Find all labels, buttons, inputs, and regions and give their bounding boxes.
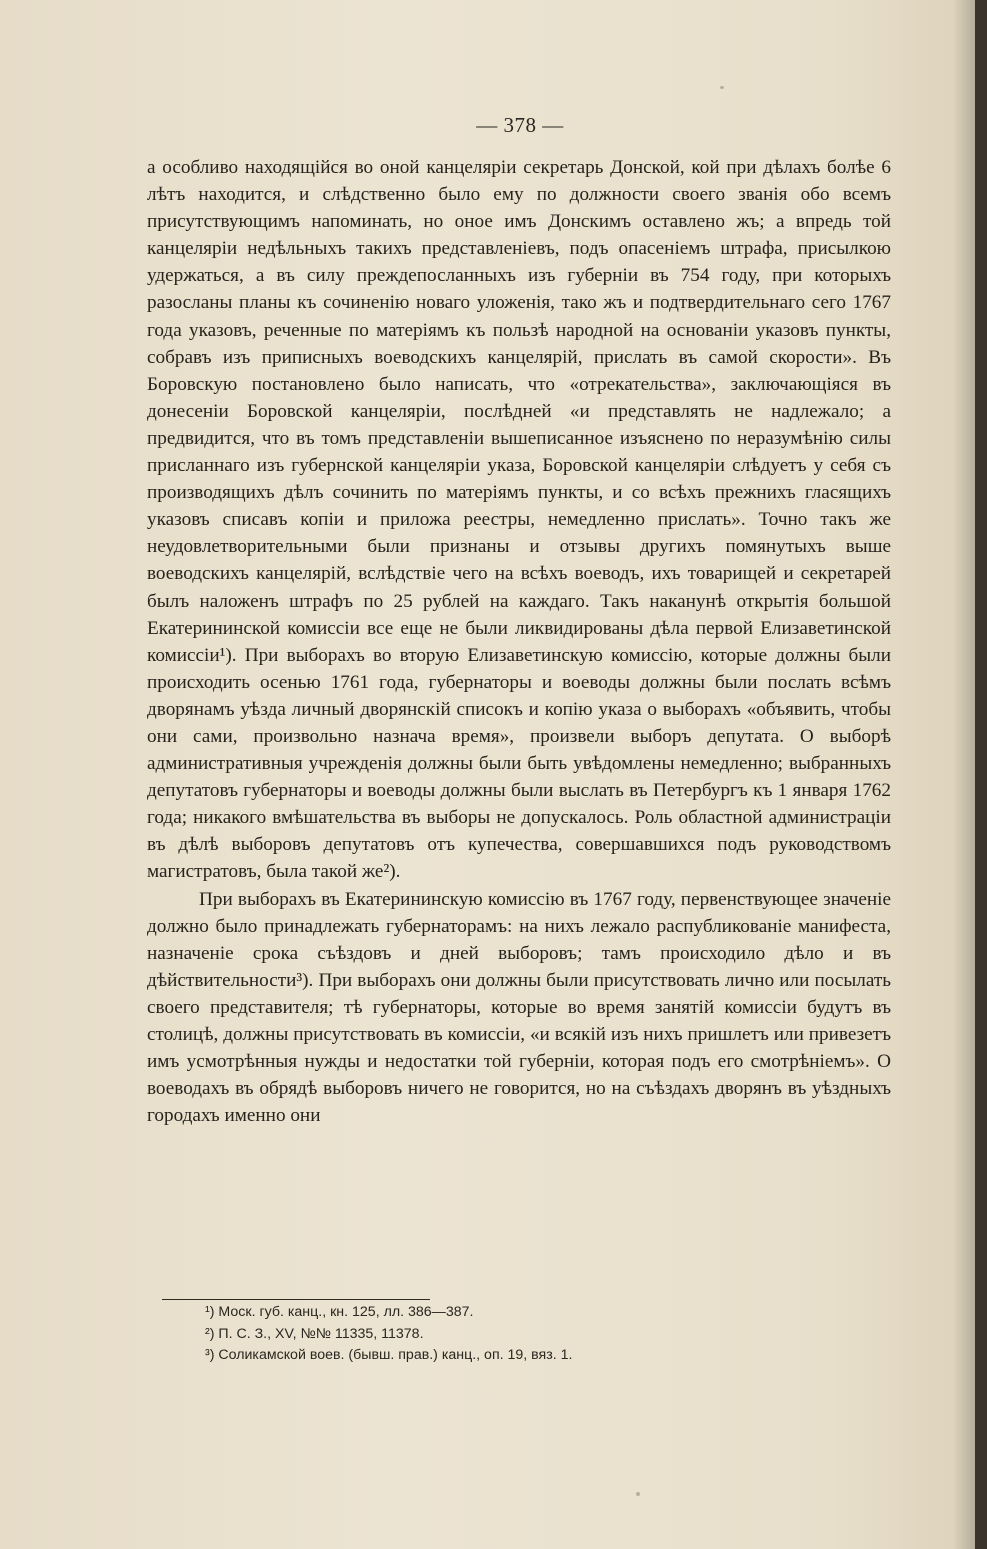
paragraph-1: а особливо находящійся во оной канцеляріи секретарь Донской, кой при дѣлахъ болѣе 6 лѣтъ находится, и слѣдственно было ему по должности своего званія обо всемъ присутствующимъ напоминать, но оное имъ Донскимъ оставлено жъ; а впредь той канцеляріи недѣльныхъ такихъ представленіевъ, подъ опасеніемъ штрафа, присылкою удержаться, а въ силу преждепосланныхъ изъ губерніи въ 754 году, при которыхъ разосланы планы къ сочиненію новаго уложенія, тако жъ и подтвердительнаго сего 1767 года указовъ, реченные по матеріямъ къ пользѣ народной на основаніи указовъ пункты, собравъ изъ приписныхъ воеводскихъ канцелярій, прислать въ самой скорости». Въ Боровскую постановлено было написать, что «отрекательства», заключающіяся въ донесеніи Боровской канцеляріи, послѣдней «и представлять не надлежало; а предвидится, что въ томъ представленіи вышеписанное изъяснено по неразумѣнію силы присланнаго изъ губернской канцеляріи указа, Боровской канцеляріи слѣдуетъ у себя съ производящихъ дѣлъ сочинить по матеріямъ пункты, и со всѣхъ прежнихъ гласящихъ указовъ списавъ копіи и приложа реестры, немедленно прислать». Точно такъ же неудовлетворительными были признаны и отзывы другихъ помянутыхъ выше воеводскихъ канцелярій, вслѣдствіе чего на всѣхъ воеводъ, ихъ товарищей и секретарей былъ наложенъ штрафъ по 25 рублей на каждаго. Такъ наканунѣ открытія большой Екатерининской комиссіи все еще не были ликвидированы дѣла первой Елизаветинской комиссіи¹). При выборахъ во вторую Елизаветинскую комиссію, которые должны были происходить осенью 1761 года, губернаторы и воеводы должны были послать всѣмъ дворянамъ уѣзда личный дворянскій списокъ и копію указа о выборахъ «объявить, чтобы они сами, произвольно назнача время», произвели выборъ депутата. О выборѣ административныя учрежденія должны были быть увѣдомлены немедленно; выбранныхъ депутатовъ губернаторы и воеводы должны были выслать въ Петербургъ къ 1 января 1762 года; никакого вмѣшательства въ выборы не допускалось. Роль областной администраціи въ дѣлѣ выборовъ депутатовъ отъ купечества, совершавшихся подъ руководствомъ магистратовъ, была такой же²).	[147, 157, 891, 883]
page-number: — 378 —	[476, 113, 564, 137]
footnote-separator	[162, 1299, 430, 1300]
footnote-mark: ²)	[205, 1325, 215, 1342]
page-edge-shadow	[953, 0, 975, 1549]
footnote-text: Моск. губ. канц., кн. 125, лл. 386—387.	[218, 1304, 474, 1320]
footnote-2	[205, 1324, 865, 1346]
paragraph-2: При выборахъ въ Екатерининскую комиссію въ 1767 году, первенствующее значеніе должно было принадлежать губернаторамъ: на нихъ лежало распубликованіе манифеста, назначеніе срока съѣздовъ и дней выборовъ; тамъ происходило дѣло и въ дѣйствительности³). При выборахъ они должны были присутствовать лично или посылать своего представителя; тѣ губернаторы, которые во время занятій комиссіи будутъ въ столицѣ, должны присутствовать въ комиссіи, «и всякій изъ нихъ пришлетъ или привезетъ имъ усмотрѣнныя нужды и недостатки той губерніи, которая подъ его смотрѣніемъ». О воеводахъ въ обрядѣ выборовъ ничего не говорится, но на съѣздахъ дворянъ въ уѣздныхъ городахъ именно они	[147, 888, 891, 1127]
footnote-text: Соликамской воев. (бывш. прав.) канц., оп. 19, вяз. 1.	[218, 1347, 573, 1363]
paper-speck	[720, 86, 724, 89]
main-text	[147, 154, 891, 1129]
footnote-3	[205, 1345, 865, 1367]
footnote-text: П. С. З., XV, №№ 11335, 11378.	[218, 1325, 424, 1342]
paper-speck	[636, 1492, 640, 1496]
footnote-mark: ¹)	[205, 1304, 215, 1320]
footnote-1	[205, 1302, 865, 1324]
footnotes	[205, 1302, 865, 1367]
footnote-mark: ³)	[205, 1347, 215, 1363]
